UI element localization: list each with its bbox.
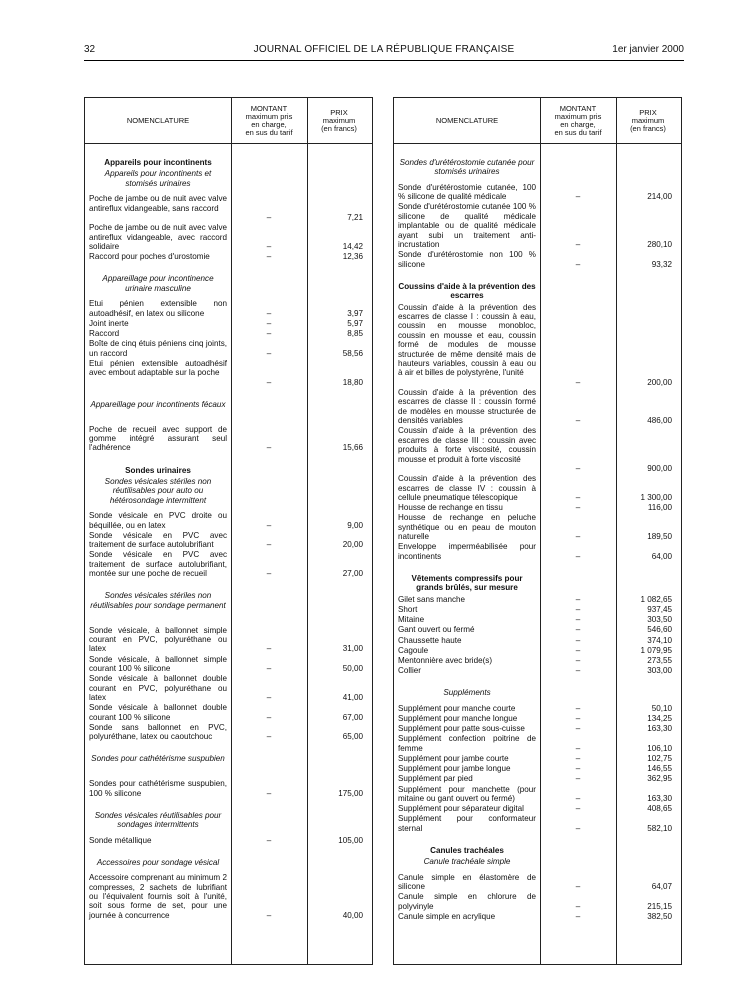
heading-text: Sondes vésicales stériles non réutilisables pour auto ou hétérosondage intermittent bbox=[104, 477, 212, 505]
heading-text: Sondes pour cathétérisme suspubien bbox=[91, 754, 225, 764]
montant-value: – bbox=[266, 569, 272, 579]
montant-value: – bbox=[575, 804, 581, 814]
prix-value: 20,00 bbox=[342, 540, 363, 550]
column-header-line: MONTANT bbox=[559, 103, 597, 113]
prix-value: 214,00 bbox=[647, 192, 672, 202]
prix-value: 15,66 bbox=[342, 443, 363, 453]
item-description: Supplément pour conformateur sternal bbox=[398, 814, 536, 833]
table-row bbox=[394, 704, 680, 713]
prix-value: 14,42 bbox=[342, 241, 363, 251]
item-description: Supplément pour jambe courte bbox=[398, 754, 509, 763]
montant-value: – bbox=[575, 882, 581, 892]
table-row bbox=[394, 183, 680, 202]
column-header-label: NOMENCLATURE bbox=[435, 115, 499, 125]
prix-value: 215,15 bbox=[647, 901, 672, 911]
left-table bbox=[84, 97, 373, 965]
subsection-heading bbox=[85, 477, 371, 505]
montant-value: – bbox=[575, 532, 581, 542]
prix-value: 105,00 bbox=[338, 835, 363, 845]
prix-value: 900,00 bbox=[647, 463, 672, 473]
item-description: Sonde vésicale à ballonnet double courant en PVC, polyuréthane ou latex bbox=[89, 674, 227, 702]
prix-value: 374,10 bbox=[647, 635, 672, 645]
montant-value: – bbox=[575, 635, 581, 645]
column-header-label bbox=[321, 109, 357, 133]
heading-text: Accessoires pour sondage vésical bbox=[96, 857, 220, 867]
prix-value: 58,56 bbox=[342, 348, 363, 358]
page-number: 32 bbox=[84, 44, 96, 55]
column-header-line: PRIX bbox=[639, 107, 657, 117]
montant-value: – bbox=[266, 252, 272, 262]
montant-value: – bbox=[575, 714, 581, 723]
section-heading bbox=[394, 846, 680, 855]
header-divider bbox=[85, 143, 372, 144]
table-row bbox=[394, 774, 680, 783]
column-header-montant bbox=[231, 98, 307, 143]
item-description: Raccord pour poches d'urostomie bbox=[89, 252, 210, 262]
column-header-line: maximum pris bbox=[245, 111, 293, 121]
prix-value: 18,80 bbox=[342, 377, 363, 387]
montant-value: – bbox=[266, 712, 272, 722]
table-row bbox=[394, 892, 680, 911]
table-row bbox=[394, 785, 680, 804]
prix-value: 303,00 bbox=[647, 666, 672, 676]
heading-text: Appareillage pour incontinents fécaux bbox=[90, 399, 226, 409]
montant-value: – bbox=[266, 644, 272, 654]
heading-text: Appareils pour incontinents et stomisés urinaires bbox=[104, 169, 212, 188]
item-description: Sonde d'urétérostomie cutanée 100 % silicone de qualité médicale implantable ou de qualité médicale ayant subi un traitement anti-incrustation bbox=[398, 202, 536, 250]
prix-value: 31,00 bbox=[342, 644, 363, 654]
prix-value: 408,65 bbox=[647, 804, 672, 814]
section-heading bbox=[85, 466, 371, 475]
montant-value: – bbox=[266, 663, 272, 673]
montant-value: – bbox=[266, 348, 272, 358]
column-header-line: (en francs) bbox=[630, 123, 666, 133]
table-row bbox=[394, 636, 680, 645]
montant-value: – bbox=[575, 615, 581, 625]
prix-value: 40,00 bbox=[342, 910, 363, 920]
montant-value: – bbox=[575, 463, 581, 473]
item-description: Accessoire comprenant au minimum 2 compresses, 2 sachets de lubrifiant ou l'équivalent fournis soit à l'unité, soit sous forme de set, pour une journée à concurrence bbox=[89, 873, 227, 920]
column-header-prix bbox=[616, 98, 680, 143]
item-description: Canule simple en chlorure de polyvinyle bbox=[398, 892, 536, 911]
column-header-line: en charge, bbox=[560, 119, 596, 129]
subsection-heading bbox=[394, 857, 680, 866]
table-row bbox=[394, 646, 680, 655]
prix-value: 116,00 bbox=[647, 503, 672, 513]
item-description: Supplément confection poitrine de femme bbox=[398, 734, 536, 753]
subsection-heading bbox=[85, 400, 371, 419]
table-row bbox=[85, 425, 371, 453]
item-description: Sonde vésicale en PVC avec traitement de surface autolubrifiant, montée sur une poche de recueil bbox=[89, 550, 227, 579]
table-row bbox=[394, 605, 680, 614]
item-description: Raccord bbox=[89, 329, 120, 338]
table-row bbox=[85, 511, 371, 530]
column-header-line: maximum bbox=[631, 115, 665, 125]
table-row bbox=[394, 656, 680, 665]
table-row bbox=[85, 550, 371, 578]
column-header-nomenclature bbox=[85, 98, 231, 143]
item-description: Coussin d'aide à la prévention des escarres de classe III : coussin avec produits à forte viscosité, coussin mousse et produit à forte viscosité bbox=[398, 426, 536, 464]
prix-value: 102,75 bbox=[647, 754, 672, 763]
heading-text: Sondes vésicales réutilisables pour sondages intermittents bbox=[94, 810, 222, 830]
table-row bbox=[394, 724, 680, 733]
prix-value: 280,10 bbox=[647, 239, 672, 249]
montant-value: – bbox=[575, 492, 581, 502]
column-header-label bbox=[630, 109, 666, 133]
montant-value: – bbox=[575, 192, 581, 202]
item-description: Sonde sans ballonnet en PVC, polyuréthane, latex ou caoutchouc bbox=[89, 722, 227, 742]
prix-value: 65,00 bbox=[342, 732, 363, 742]
prix-value: 163,30 bbox=[647, 724, 672, 734]
item-description: Supplément par pied bbox=[398, 774, 473, 784]
column-header-line: maximum pris bbox=[554, 111, 602, 121]
table-row bbox=[394, 754, 680, 763]
item-description: Joint inerte bbox=[89, 318, 129, 328]
item-description: Housse de rechange en tissu bbox=[398, 503, 503, 513]
table-row bbox=[394, 513, 680, 541]
subsection-heading bbox=[85, 858, 371, 867]
montant-value: – bbox=[266, 308, 272, 318]
heading-text: Appareillage pour incontinence urinaire masculine bbox=[102, 274, 214, 293]
prix-value: 64,00 bbox=[651, 551, 672, 561]
montant-value: – bbox=[575, 764, 581, 774]
header-divider bbox=[394, 143, 681, 144]
prix-value: 303,50 bbox=[647, 615, 672, 625]
table-row bbox=[394, 250, 680, 269]
prix-value: 67,00 bbox=[342, 712, 363, 722]
item-description: Supplément pour séparateur digital bbox=[398, 804, 524, 814]
heading-text: Canules trachéales bbox=[430, 846, 504, 855]
right-table bbox=[393, 97, 682, 965]
montant-value: – bbox=[266, 788, 272, 798]
page-header bbox=[84, 44, 684, 58]
montant-value: – bbox=[575, 656, 581, 665]
montant-value: – bbox=[266, 377, 272, 387]
prix-value: 8,85 bbox=[347, 329, 363, 338]
column-header-line: en sus du tarif bbox=[554, 127, 602, 137]
column-header-montant bbox=[540, 98, 616, 143]
prix-value: 200,00 bbox=[647, 377, 672, 387]
montant-value: – bbox=[575, 503, 581, 513]
column-header-prix bbox=[307, 98, 371, 143]
item-description: Sonde vésicale, à ballonnet simple courant en PVC, polyuréthane ou latex bbox=[89, 625, 227, 654]
montant-value: – bbox=[575, 416, 581, 426]
subsection-heading bbox=[85, 811, 371, 830]
section-heading bbox=[394, 574, 680, 593]
item-description: Poche de jambe ou de nuit avec valve antireflux vidangeable, sans raccord bbox=[89, 194, 227, 213]
table-row bbox=[394, 625, 680, 634]
heading-text: Appareils pour incontinents bbox=[104, 158, 212, 167]
item-description: Coussin d'aide à la prévention des escarres de classe I : coussin à eau, coussin en mousse monobloc, coussin en mousse et eau, coussin formé de modules de mousse structurée de même densité mais de hauteurs variables, coussin à eau ou à air et billes de polystyrène, l'unité bbox=[398, 302, 536, 378]
prix-value: 134,25 bbox=[647, 714, 672, 723]
item-description: Sonde d'urétérostomie cutanée, 100 % silicone de qualité médicale bbox=[398, 182, 536, 202]
prix-value: 93,32 bbox=[651, 259, 672, 269]
subsection-heading bbox=[85, 274, 371, 293]
table-row bbox=[394, 474, 680, 502]
item-description: Etui pénien extensible non autoadhésif, en latex ou silicone bbox=[89, 299, 227, 318]
prix-value: 273,55 bbox=[647, 656, 672, 665]
table-row bbox=[85, 703, 371, 722]
item-description: Supplément pour jambe longue bbox=[398, 764, 511, 774]
montant-value: – bbox=[575, 605, 581, 614]
table-row bbox=[394, 804, 680, 813]
item-description: Sonde vésicale en PVC droite ou béquillée, ou en latex bbox=[89, 511, 227, 530]
section-heading bbox=[394, 282, 680, 301]
column-header-line: en charge, bbox=[251, 119, 287, 129]
column-header-nomenclature bbox=[394, 98, 540, 143]
item-description: Chaussette haute bbox=[398, 635, 462, 645]
table-row bbox=[85, 655, 371, 674]
montant-value: – bbox=[266, 241, 272, 251]
subsection-heading bbox=[85, 754, 371, 773]
table-row bbox=[85, 329, 371, 338]
prix-value: 5,97 bbox=[347, 318, 363, 328]
prix-value: 146,55 bbox=[647, 764, 672, 774]
table-row bbox=[394, 542, 680, 561]
item-description: Supplément pour patte sous-cuisse bbox=[398, 724, 525, 734]
table-row bbox=[85, 531, 371, 550]
table-row bbox=[85, 339, 371, 358]
montant-value: – bbox=[575, 594, 581, 604]
item-description: Coussin d'aide à la prévention des escarres de classe II : coussin formé de modèles en mousse structurée de densités variables bbox=[398, 388, 536, 426]
item-description: Sonde vésicale à ballonnet double courant 100 % silicone bbox=[89, 703, 227, 722]
montant-value: – bbox=[575, 259, 581, 269]
montant-value: – bbox=[266, 212, 272, 222]
heading-text: Canule trachéale simple bbox=[423, 857, 511, 867]
item-description: Poche de recueil avec support de gomme intégré assurant seul l'adhérence bbox=[89, 424, 227, 453]
prix-value: 582,10 bbox=[647, 823, 672, 833]
table-row bbox=[394, 615, 680, 624]
item-description: Etui pénien extensible autoadhésif avec embout adaptable sur la poche bbox=[89, 358, 227, 378]
table-row bbox=[394, 303, 680, 388]
montant-value: – bbox=[575, 793, 581, 803]
header-rule bbox=[84, 60, 684, 61]
table-row bbox=[394, 714, 680, 723]
column-header-label bbox=[245, 105, 292, 137]
montant-value: – bbox=[266, 540, 272, 550]
table-row bbox=[85, 779, 371, 798]
subsection-heading bbox=[85, 591, 371, 619]
item-description: Collier bbox=[398, 666, 421, 676]
column-header-line: PRIX bbox=[330, 107, 348, 117]
item-description: Canule simple en acrylique bbox=[398, 912, 496, 921]
table-row bbox=[394, 202, 680, 249]
item-description: Sonde vésicale en PVC avec traitement de surface autolubrifiant bbox=[89, 530, 227, 550]
prix-value: 106,10 bbox=[647, 743, 672, 753]
montant-value: – bbox=[266, 732, 272, 742]
montant-value: – bbox=[575, 703, 581, 713]
prix-value: 486,00 bbox=[647, 416, 672, 426]
prix-value: 546,60 bbox=[647, 625, 672, 635]
prix-value: 7,21 bbox=[347, 212, 363, 222]
prix-value: 382,50 bbox=[647, 912, 672, 921]
prix-value: 50,00 bbox=[342, 663, 363, 673]
heading-text: Sondes urinaires bbox=[125, 465, 191, 475]
table-row bbox=[85, 319, 371, 328]
prix-value: 9,00 bbox=[347, 520, 363, 530]
montant-value: – bbox=[575, 666, 581, 676]
column-header-line: maximum bbox=[322, 115, 356, 125]
table-row bbox=[394, 912, 680, 921]
montant-value: – bbox=[575, 774, 581, 784]
table-row bbox=[394, 388, 680, 426]
item-description: Sonde d'urétérostomie non 100 % silicone bbox=[398, 250, 536, 269]
table-row bbox=[394, 764, 680, 773]
item-description: Housse de rechange en peluche synthétique ou en peau de mouton naturelle bbox=[398, 513, 536, 542]
montant-value: – bbox=[266, 520, 272, 530]
column-header-line: MONTANT bbox=[250, 103, 288, 113]
montant-value: – bbox=[575, 901, 581, 911]
prix-value: 12,36 bbox=[342, 252, 363, 262]
item-description: Sonde métallique bbox=[89, 835, 152, 845]
prix-value: 27,00 bbox=[342, 569, 363, 579]
table-row bbox=[85, 626, 371, 654]
montant-value: – bbox=[575, 754, 581, 763]
item-description: Enveloppe imperméabilisée pour incontinents bbox=[398, 542, 536, 561]
prix-value: 1 300,00 bbox=[640, 492, 672, 502]
item-description: Gilet sans manche bbox=[398, 594, 466, 604]
table-row bbox=[85, 359, 371, 387]
table-row bbox=[394, 426, 680, 473]
montant-value: – bbox=[575, 239, 581, 249]
montant-value: – bbox=[575, 377, 581, 387]
issue-date: 1er janvier 2000 bbox=[612, 44, 684, 55]
montant-value: – bbox=[266, 835, 272, 845]
column-header-line: (en francs) bbox=[321, 123, 357, 133]
prix-value: 64,07 bbox=[651, 882, 672, 892]
table-row bbox=[394, 595, 680, 604]
montant-value: – bbox=[266, 329, 272, 338]
montant-value: – bbox=[575, 551, 581, 561]
subsection-heading bbox=[394, 688, 680, 697]
item-description: Supplément pour manche longue bbox=[398, 714, 518, 723]
item-description: Canule simple en élastomère de silicone bbox=[398, 872, 536, 892]
table-row bbox=[85, 299, 371, 318]
heading-text: Sondes d'urétérostomie cutanée pour stomisés urinaires bbox=[399, 158, 535, 177]
table-row bbox=[394, 873, 680, 892]
montant-value: – bbox=[575, 625, 581, 635]
item-description: Short bbox=[398, 605, 418, 614]
subsection-heading bbox=[394, 158, 680, 177]
item-description: Sonde vésicale, à ballonnet simple courant 100 % silicone bbox=[89, 654, 227, 673]
prix-value: 41,00 bbox=[342, 692, 363, 702]
prix-value: 175,00 bbox=[338, 788, 363, 798]
prix-value: 937,45 bbox=[647, 605, 672, 614]
section-heading bbox=[85, 158, 371, 167]
prix-value: 362,95 bbox=[647, 774, 672, 784]
table-row bbox=[85, 674, 371, 702]
item-description: Coussin d'aide à la prévention des escarres de classe IV : coussin à cellule pneumatique télescopique bbox=[398, 474, 536, 502]
montant-value: – bbox=[266, 692, 272, 702]
item-description: Cagoule bbox=[398, 645, 429, 655]
table-row bbox=[394, 666, 680, 675]
table-row bbox=[394, 814, 680, 833]
heading-text: Coussins d'aide à la prévention des escarres bbox=[398, 281, 536, 301]
column-header-line: en sus du tarif bbox=[245, 127, 293, 137]
montant-value: – bbox=[575, 645, 581, 655]
table-row bbox=[394, 503, 680, 512]
prix-value: 189,50 bbox=[647, 532, 672, 542]
montant-value: – bbox=[266, 318, 272, 328]
item-description: Poche de jambe ou de nuit avec valve antireflux vidangeable, avec raccord solidaire bbox=[89, 223, 227, 251]
item-description: Gant ouvert ou fermé bbox=[398, 625, 475, 635]
prix-value: 163,30 bbox=[647, 793, 672, 803]
item-description: Supplément pour manche courte bbox=[398, 703, 516, 713]
subsection-heading bbox=[85, 169, 371, 188]
item-description: Mentonnière avec bride(s) bbox=[398, 656, 493, 665]
montant-value: – bbox=[266, 910, 272, 920]
item-description: Sondes pour cathétérisme suspubien, 100 % silicone bbox=[89, 779, 227, 798]
montant-value: – bbox=[575, 724, 581, 734]
table-row bbox=[394, 734, 680, 753]
table-row bbox=[85, 836, 371, 845]
prix-value: 1 079,95 bbox=[640, 645, 672, 655]
table-row bbox=[85, 194, 371, 222]
item-description: Mitaine bbox=[398, 615, 425, 625]
heading-text: Vêtements compressifs pour grands brûlés, sur mesure bbox=[411, 574, 523, 593]
montant-value: – bbox=[266, 443, 272, 453]
heading-text: Sondes vésicales stériles non réutilisables pour sondage permanent bbox=[90, 591, 226, 610]
table-row bbox=[85, 252, 371, 261]
prix-value: 3,97 bbox=[347, 308, 363, 318]
montant-value: – bbox=[575, 743, 581, 753]
item-description: Boîte de cinq étuis péniens cinq joints, un raccord bbox=[89, 339, 227, 358]
column-header-label bbox=[554, 105, 601, 137]
montant-value: – bbox=[575, 912, 581, 921]
item-description: Supplément pour manchette (pour mitaine ou gant ouvert ou fermé) bbox=[398, 784, 536, 803]
heading-text: Suppléments bbox=[443, 688, 491, 698]
montant-value: – bbox=[575, 823, 581, 833]
prix-value: 1 082,65 bbox=[640, 594, 672, 604]
prix-value: 50,10 bbox=[651, 703, 672, 713]
journal-title: JOURNAL OFFICIEL DE LA RÉPUBLIQUE FRANÇAISE bbox=[253, 44, 515, 55]
column-header-label: NOMENCLATURE bbox=[126, 115, 190, 125]
table-row bbox=[85, 223, 371, 251]
table-row bbox=[85, 723, 371, 742]
table-row bbox=[85, 873, 371, 920]
